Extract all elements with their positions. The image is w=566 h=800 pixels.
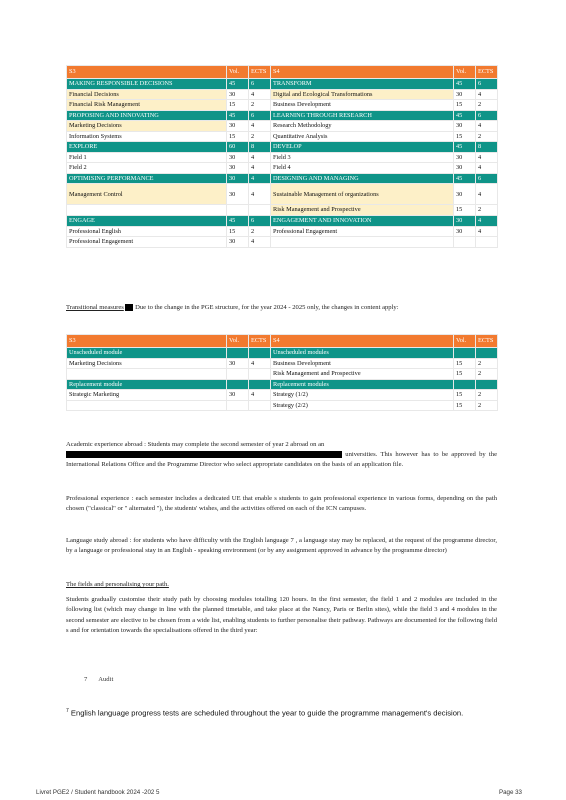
table-row bbox=[67, 89, 498, 100]
section-row bbox=[67, 348, 498, 359]
abroad-paragraph bbox=[66, 440, 497, 471]
cell-s3 bbox=[227, 369, 249, 380]
table-row bbox=[67, 152, 498, 163]
cell-s4: 2 bbox=[476, 205, 498, 216]
cell-s3 bbox=[249, 400, 271, 411]
cell-s3: 30 bbox=[227, 163, 249, 174]
cell-s3: 60 bbox=[227, 142, 249, 153]
cell-s3: 8 bbox=[249, 142, 271, 153]
cell-s4: Unscheduled modules bbox=[271, 348, 454, 359]
cell-s4: 15 bbox=[454, 390, 476, 401]
transitional-measures-paragraph bbox=[66, 303, 497, 313]
cell-s3: EXPLORE bbox=[67, 142, 227, 153]
cell-s3: Professional English bbox=[67, 226, 227, 237]
cell-s4: Risk Management and Prospective bbox=[271, 205, 454, 216]
cell-s4: Business Development bbox=[271, 358, 454, 369]
cell-s3: MAKING RESPONSIBLE DECISIONS bbox=[67, 79, 227, 90]
cell-s4: 15 bbox=[454, 400, 476, 411]
table-row bbox=[67, 100, 498, 111]
cell-s4: Field 4 bbox=[271, 163, 454, 174]
cell-s4 bbox=[454, 237, 476, 248]
field-list-item bbox=[84, 676, 113, 683]
abroad-label: Academic experience abroad bbox=[66, 441, 143, 448]
cell-s4: 15 bbox=[454, 358, 476, 369]
transitional-table bbox=[66, 334, 498, 411]
table-row bbox=[67, 237, 498, 248]
cell-s3: 30 bbox=[227, 121, 249, 132]
column-header: S3 bbox=[67, 335, 227, 348]
table-row bbox=[67, 205, 498, 216]
cell-s4: 30 bbox=[454, 152, 476, 163]
cell-s3: 4 bbox=[249, 237, 271, 248]
fields-text: Students gradually customise their study path by choosing modules totalling 120 hours. In the first semester, the field 1 and 2 modules are included in the following list (which may change in line with the planned timetable, and take place at the Nancy, Paris or Berlin sites), while the field 3 and 4 modules in the second semester are elective to be chosen from a wide list, enabling students to further personalise their pathway. Pathways are documented for the following field s and for orientation towards the specialisations offered in the third year: bbox=[66, 596, 497, 634]
cell-s4: Risk Management and Prospective bbox=[271, 369, 454, 380]
cell-s3: Information Systems bbox=[67, 131, 227, 142]
abroad-text-2: universities. This however has to be approved by the International Relations Office and the Programme Director who select appropriate candidates on the basis of an application file. bbox=[66, 451, 497, 469]
cell-s4: Field 3 bbox=[271, 152, 454, 163]
cell-s4: 45 bbox=[454, 142, 476, 153]
cell-s3: 6 bbox=[249, 110, 271, 121]
cell-s4 bbox=[454, 379, 476, 390]
cell-s4: 4 bbox=[476, 89, 498, 100]
cell-s3 bbox=[249, 205, 271, 216]
cell-s4: Quantitative Analysis bbox=[271, 131, 454, 142]
cell-s3: 30 bbox=[227, 89, 249, 100]
professional-text: : each semester includes a dedicated UE that enable s students to gain professional experience in various forms, depending on the path chosen ("classical" or " alternated "), the students' wishes, and the activities offered on each of the ICN campuses. bbox=[66, 495, 497, 513]
cell-s4: 4 bbox=[476, 121, 498, 132]
column-header: Vol. bbox=[227, 335, 249, 348]
cell-s3: ENGAGE bbox=[67, 216, 227, 227]
cell-s3: 30 bbox=[227, 358, 249, 369]
cell-s3: 6 bbox=[249, 216, 271, 227]
professional-label: Professional experience bbox=[66, 495, 130, 502]
cell-s4: 2 bbox=[476, 100, 498, 111]
footer-page-number: Page 33 bbox=[498, 789, 522, 796]
cell-s3: Marketing Decisions bbox=[67, 358, 227, 369]
cell-s4: 6 bbox=[476, 79, 498, 90]
cell-s4: 15 bbox=[454, 369, 476, 380]
cell-s4: 30 bbox=[454, 163, 476, 174]
cell-s3: OPTIMISING PERFORMANCE bbox=[67, 173, 227, 184]
cell-s3: 4 bbox=[249, 89, 271, 100]
cell-s3: Management Control bbox=[67, 184, 227, 205]
cell-s4 bbox=[454, 348, 476, 359]
cell-s4: 30 bbox=[454, 216, 476, 227]
section-row bbox=[67, 216, 498, 227]
cell-s3: 2 bbox=[249, 100, 271, 111]
cell-s4: 2 bbox=[476, 131, 498, 142]
cell-s3: 30 bbox=[227, 390, 249, 401]
language-paragraph bbox=[66, 536, 497, 556]
cell-s4 bbox=[476, 237, 498, 248]
transitional-text: Due to the change in the PGE structure, for the year 2024 - 2025 only, the changes in content apply: bbox=[135, 304, 399, 311]
footnote-text: English language progress tests are scheduled throughout the year to guide the programme management's decision. bbox=[70, 708, 464, 718]
curriculum-table bbox=[66, 65, 498, 248]
section-row bbox=[67, 142, 498, 153]
column-header: ECTS bbox=[476, 66, 498, 79]
table-row bbox=[67, 369, 498, 380]
cell-s3: 45 bbox=[227, 79, 249, 90]
cell-s4: Digital and Ecological Transformations bbox=[271, 89, 454, 100]
cell-s4: Business Development bbox=[271, 100, 454, 111]
cell-s3: 4 bbox=[249, 184, 271, 205]
cell-s4: 2 bbox=[476, 400, 498, 411]
cell-s3 bbox=[227, 348, 249, 359]
cell-s4: 30 bbox=[454, 226, 476, 237]
section-row bbox=[67, 110, 498, 121]
cell-s3: 2 bbox=[249, 131, 271, 142]
table-row bbox=[67, 121, 498, 132]
cell-s4: 30 bbox=[454, 121, 476, 132]
cell-s3 bbox=[67, 400, 227, 411]
cell-s3 bbox=[67, 369, 227, 380]
table-row bbox=[67, 400, 498, 411]
cell-s4: Research Methodology bbox=[271, 121, 454, 132]
cell-s4: Professional Engagement bbox=[271, 226, 454, 237]
table-row bbox=[67, 184, 498, 205]
cell-s4 bbox=[271, 237, 454, 248]
cell-s4: 2 bbox=[476, 358, 498, 369]
cell-s3: Financial Risk Management bbox=[67, 100, 227, 111]
cell-s4: 30 bbox=[454, 184, 476, 205]
cell-s4: 2 bbox=[476, 369, 498, 380]
column-header: ECTS bbox=[476, 335, 498, 348]
cell-s4: 6 bbox=[476, 110, 498, 121]
cell-s3: 2 bbox=[249, 226, 271, 237]
column-header: Vol. bbox=[227, 66, 249, 79]
cell-s3: Unscheduled module bbox=[67, 348, 227, 359]
cell-s3: PROPOSING AND INNOVATING bbox=[67, 110, 227, 121]
column-header: ECTS bbox=[249, 335, 271, 348]
table-row bbox=[67, 390, 498, 401]
cell-s3: 45 bbox=[227, 110, 249, 121]
cell-s4: 45 bbox=[454, 79, 476, 90]
cell-s3: 15 bbox=[227, 226, 249, 237]
cell-s4: 4 bbox=[476, 226, 498, 237]
table-row bbox=[67, 226, 498, 237]
cell-s3: 4 bbox=[249, 152, 271, 163]
footer-left: Livret PGE2 / Student handbook 2024 -202 5 bbox=[36, 789, 160, 796]
column-header: ECTS bbox=[249, 66, 271, 79]
cell-s3: 30 bbox=[227, 173, 249, 184]
cell-s3: 4 bbox=[249, 173, 271, 184]
bullet-number: 7 bbox=[84, 676, 88, 683]
cell-s3 bbox=[227, 379, 249, 390]
cell-s3: Professional Engagement bbox=[67, 237, 227, 248]
cell-s4: Sustainable Management of organizations bbox=[271, 184, 454, 205]
cell-s4: 4 bbox=[476, 163, 498, 174]
footnote bbox=[66, 708, 506, 719]
cell-s4 bbox=[476, 379, 498, 390]
cell-s4: 8 bbox=[476, 142, 498, 153]
section-row bbox=[67, 173, 498, 184]
professional-paragraph bbox=[66, 494, 497, 514]
cell-s3: 4 bbox=[249, 121, 271, 132]
cell-s4: 4 bbox=[476, 184, 498, 205]
cell-s4: Strategy (1/2) bbox=[271, 390, 454, 401]
cell-s3: Field 2 bbox=[67, 163, 227, 174]
table-header-row bbox=[67, 335, 498, 348]
cell-s3: 45 bbox=[227, 216, 249, 227]
redaction-bar bbox=[66, 451, 342, 458]
cell-s3: 15 bbox=[227, 100, 249, 111]
column-header: S4 bbox=[271, 335, 454, 348]
cell-s4: Strategy (2/2) bbox=[271, 400, 454, 411]
cell-s3: 4 bbox=[249, 358, 271, 369]
cell-s4: 2 bbox=[476, 390, 498, 401]
fields-heading: The fields and personalising your path. bbox=[66, 581, 169, 588]
cell-s3 bbox=[227, 205, 249, 216]
cell-s4: 45 bbox=[454, 110, 476, 121]
cell-s3: 6 bbox=[249, 79, 271, 90]
cell-s3: Strategic Marketing bbox=[67, 390, 227, 401]
cell-s4: DESIGNING AND MANAGING bbox=[271, 173, 454, 184]
cell-s4: Replacement modules bbox=[271, 379, 454, 390]
column-header: Vol. bbox=[454, 335, 476, 348]
cell-s3 bbox=[67, 205, 227, 216]
section-row bbox=[67, 79, 498, 90]
table-row bbox=[67, 131, 498, 142]
column-header: Vol. bbox=[454, 66, 476, 79]
cell-s4: 4 bbox=[476, 152, 498, 163]
cell-s4: DEVELOP bbox=[271, 142, 454, 153]
table-row bbox=[67, 358, 498, 369]
bullet-text: Audit bbox=[98, 676, 114, 683]
cell-s4: 15 bbox=[454, 100, 476, 111]
section-row bbox=[67, 379, 498, 390]
table-row bbox=[67, 163, 498, 174]
cell-s4: 4 bbox=[476, 216, 498, 227]
cell-s4: LEARNING THROUGH RESEARCH bbox=[271, 110, 454, 121]
fields-section bbox=[66, 580, 497, 636]
cell-s3: Financial Decisions bbox=[67, 89, 227, 100]
cell-s3: 30 bbox=[227, 152, 249, 163]
cell-s3 bbox=[249, 348, 271, 359]
cell-s4: ENGAGEMENT AND INNOVATION bbox=[271, 216, 454, 227]
cell-s4: 45 bbox=[454, 173, 476, 184]
cell-s3: 30 bbox=[227, 184, 249, 205]
cell-s3 bbox=[227, 400, 249, 411]
language-label: Language study abroad bbox=[66, 537, 128, 544]
table-header-row bbox=[67, 66, 498, 79]
cell-s3: Field 1 bbox=[67, 152, 227, 163]
cell-s4 bbox=[476, 348, 498, 359]
redaction-mark bbox=[125, 304, 133, 311]
column-header: S4 bbox=[271, 66, 454, 79]
cell-s4: 15 bbox=[454, 131, 476, 142]
cell-s4: TRANSFORM bbox=[271, 79, 454, 90]
cell-s3: 4 bbox=[249, 163, 271, 174]
abroad-text-1: : Students may complete the second semester of year 2 abroad on an bbox=[144, 441, 325, 448]
cell-s3: 15 bbox=[227, 131, 249, 142]
column-header: S3 bbox=[67, 66, 227, 79]
cell-s3: Marketing Decisions bbox=[67, 121, 227, 132]
cell-s3: 30 bbox=[227, 237, 249, 248]
cell-s3 bbox=[249, 379, 271, 390]
cell-s3 bbox=[249, 369, 271, 380]
transitional-label: Transitional measures bbox=[66, 304, 124, 311]
cell-s3: 4 bbox=[249, 390, 271, 401]
cell-s4: 6 bbox=[476, 173, 498, 184]
footnote-mark: 7 bbox=[66, 708, 69, 714]
cell-s4: 15 bbox=[454, 205, 476, 216]
cell-s4: 30 bbox=[454, 89, 476, 100]
language-text: : for students who have difficulty with the English language 7 , a language stay may be replaced, at the request of the programme director, by a language or professional stay in an English - speaking environment (or by any assignment approved in advance by the programme director) bbox=[66, 537, 497, 555]
cell-s3: Replacement module bbox=[67, 379, 227, 390]
